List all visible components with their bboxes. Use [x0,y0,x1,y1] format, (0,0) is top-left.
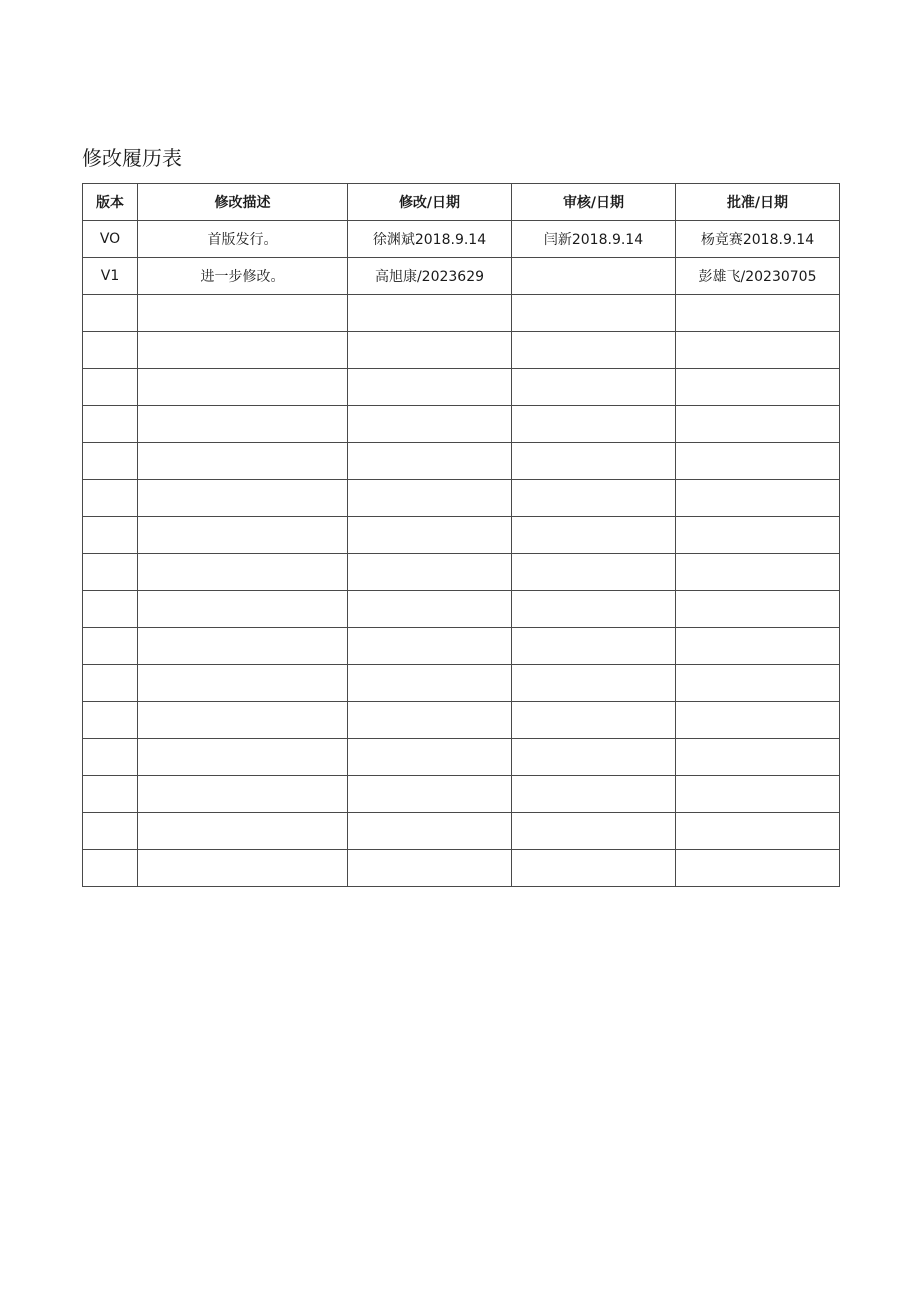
table-header-row [83,184,840,221]
cell-description: 首版发行。 [138,221,348,258]
cell-description [138,850,348,887]
table-row [83,739,840,776]
table-row [83,480,840,517]
table-row [83,813,840,850]
header-approved-date: 批准/日期 [676,184,840,221]
cell-version [83,850,138,887]
cell-approved-date: 杨竟赛2018.9.14 [676,221,840,258]
cell-reviewed-date [512,443,676,480]
cell-approved-date [676,369,840,406]
cell-description [138,295,348,332]
cell-approved-date [676,554,840,591]
cell-approved-date [676,813,840,850]
header-modified-date: 修改/日期 [348,184,512,221]
cell-description [138,332,348,369]
cell-description [138,739,348,776]
cell-reviewed-date: 闫新2018.9.14 [512,221,676,258]
cell-reviewed-date [512,702,676,739]
cell-modified-date [348,702,512,739]
cell-version [83,554,138,591]
table-row [83,295,840,332]
cell-version: VO [83,221,138,258]
cell-modified-date [348,665,512,702]
table-row [83,258,840,295]
cell-modified-date [348,850,512,887]
cell-reviewed-date [512,776,676,813]
cell-modified-date [348,406,512,443]
cell-modified-date [348,332,512,369]
cell-description [138,702,348,739]
cell-reviewed-date [512,850,676,887]
cell-approved-date [676,480,840,517]
cell-modified-date [348,554,512,591]
cell-reviewed-date [512,554,676,591]
cell-modified-date [348,628,512,665]
table-row [83,554,840,591]
cell-description: 进一步修改。 [138,258,348,295]
cell-version [83,813,138,850]
cell-description [138,628,348,665]
cell-version [83,739,138,776]
table-row [83,628,840,665]
cell-approved-date [676,702,840,739]
cell-approved-date [676,591,840,628]
cell-version [83,480,138,517]
cell-version [83,406,138,443]
header-description: 修改描述 [138,184,348,221]
cell-version [83,369,138,406]
cell-description [138,369,348,406]
cell-approved-date [676,850,840,887]
cell-approved-date [676,443,840,480]
cell-modified-date: 高旭康/2023629 [348,258,512,295]
cell-reviewed-date [512,813,676,850]
cell-approved-date: 彭雄飞/20230705 [676,258,840,295]
cell-description [138,443,348,480]
table-row [83,332,840,369]
page-title: 修改履历表 [82,146,182,170]
cell-reviewed-date [512,591,676,628]
cell-description [138,813,348,850]
table-row [83,443,840,480]
cell-modified-date: 徐渊斌2018.9.14 [348,221,512,258]
table-row [83,850,840,887]
cell-version [83,443,138,480]
header-reviewed-date: 审核/日期 [512,184,676,221]
cell-modified-date [348,443,512,480]
cell-description [138,517,348,554]
cell-modified-date [348,776,512,813]
cell-description [138,554,348,591]
cell-reviewed-date [512,628,676,665]
cell-modified-date [348,295,512,332]
table-row [83,517,840,554]
cell-modified-date [348,480,512,517]
cell-version [83,295,138,332]
cell-description [138,406,348,443]
cell-description [138,591,348,628]
cell-version [83,591,138,628]
table-body [83,221,840,887]
cell-description [138,665,348,702]
cell-approved-date [676,295,840,332]
header-version: 版本 [83,184,138,221]
table-row [83,776,840,813]
cell-description [138,776,348,813]
table-row [83,665,840,702]
cell-version [83,517,138,554]
cell-version [83,702,138,739]
cell-version [83,628,138,665]
cell-version [83,665,138,702]
revision-history-table [82,183,840,887]
cell-approved-date [676,665,840,702]
cell-modified-date [348,369,512,406]
cell-approved-date [676,406,840,443]
table-row [83,369,840,406]
cell-reviewed-date [512,295,676,332]
cell-version [83,776,138,813]
cell-approved-date [676,776,840,813]
cell-modified-date [348,813,512,850]
table-row [83,702,840,739]
cell-reviewed-date [512,406,676,443]
cell-reviewed-date [512,369,676,406]
cell-approved-date [676,517,840,554]
cell-reviewed-date [512,517,676,554]
cell-reviewed-date [512,480,676,517]
table-row [83,591,840,628]
cell-version [83,332,138,369]
table-row [83,406,840,443]
cell-reviewed-date [512,258,676,295]
cell-approved-date [676,628,840,665]
cell-reviewed-date [512,332,676,369]
cell-approved-date [676,739,840,776]
cell-description [138,480,348,517]
cell-reviewed-date [512,665,676,702]
table-row [83,221,840,258]
cell-modified-date [348,739,512,776]
cell-reviewed-date [512,739,676,776]
cell-approved-date [676,332,840,369]
cell-modified-date [348,517,512,554]
cell-version: V1 [83,258,138,295]
cell-modified-date [348,591,512,628]
